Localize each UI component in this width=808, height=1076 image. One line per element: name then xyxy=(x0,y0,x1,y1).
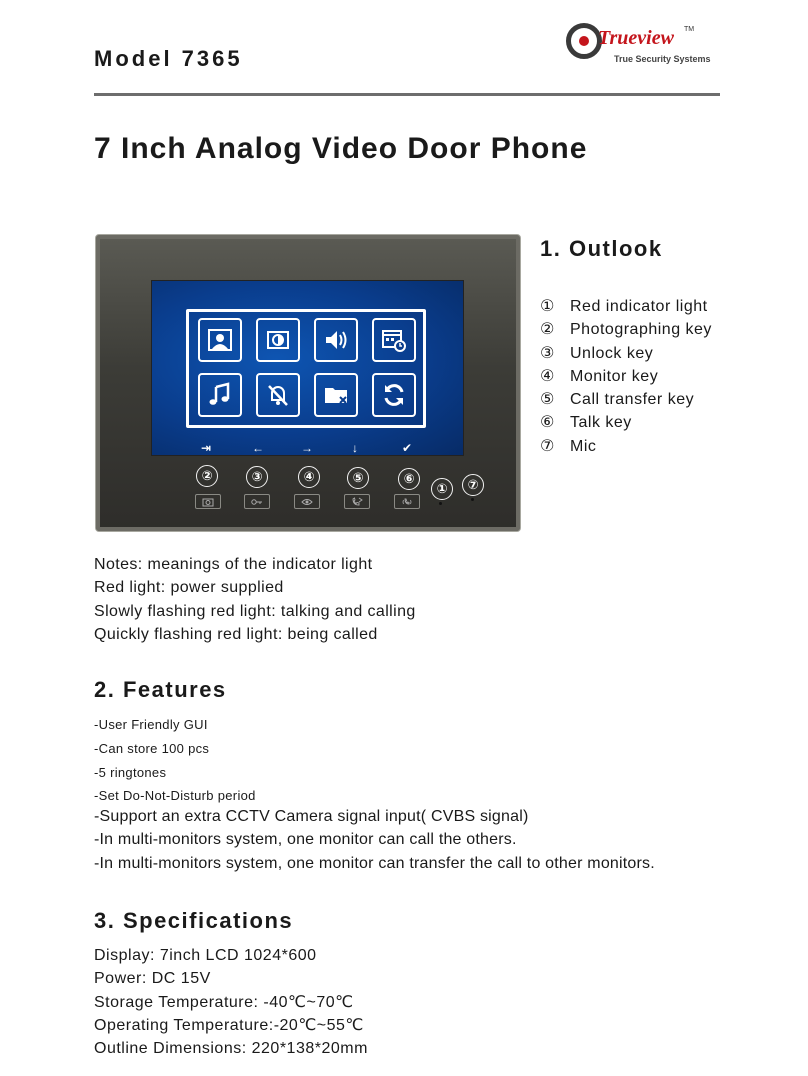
talk-icon xyxy=(401,497,413,507)
unlock-key xyxy=(244,494,270,509)
menu-grid xyxy=(186,309,426,428)
brightness-icon xyxy=(256,318,300,362)
call-transfer-key xyxy=(344,494,370,509)
notes-line: Quickly flashing red light: being called xyxy=(94,625,378,643)
model-number: Model 7365 xyxy=(94,46,243,71)
outlook-list xyxy=(540,295,712,458)
outlook-item: ⑥ Talk key xyxy=(540,414,632,432)
outlook-item: ④ Monitor key xyxy=(540,367,659,385)
indicator-notes xyxy=(94,553,416,646)
mic-hole xyxy=(471,498,474,501)
spec-item: Outline Dimensions: 220*138*20mm xyxy=(94,1040,368,1058)
features-list-large xyxy=(94,805,655,875)
feature-item: -In multi-monitors system, one monitor can transfer the call to other monitors. xyxy=(94,854,655,872)
spec-item: Operating Temperature:-20℃~55℃ xyxy=(94,1016,364,1034)
specifications-heading: 3. Specifications xyxy=(94,908,294,933)
music-icon xyxy=(198,373,242,417)
enter-icon: ⇥ xyxy=(201,441,212,455)
feature-item: -Set Do-Not-Disturb period xyxy=(94,788,256,804)
features-heading: 2. Features xyxy=(94,677,227,702)
outlook-item: ⑦ Mic xyxy=(540,437,597,455)
arrow-left-icon: ← xyxy=(252,441,264,455)
calendar-clock-icon xyxy=(372,318,416,362)
arrow-right-icon: → xyxy=(301,441,313,455)
specifications-list xyxy=(94,944,368,1060)
talk-key xyxy=(394,494,420,509)
spec-item: Power: DC 15V xyxy=(94,970,211,988)
key-icon xyxy=(251,497,263,507)
monitor-key xyxy=(294,494,320,509)
folder-delete-icon xyxy=(314,373,358,417)
key-number-3: ③ xyxy=(246,466,268,488)
logo-tagline: True Security Systems xyxy=(614,54,711,64)
feature-item: -5 ringtones xyxy=(94,764,167,780)
trueview-logo xyxy=(566,17,716,73)
phone-transfer-icon xyxy=(351,497,363,507)
outlook-item: ⑤ Call transfer key xyxy=(540,391,695,409)
feature-item: -In multi-monitors system, one monitor can call the others. xyxy=(94,831,517,849)
key-number-6: ⑥ xyxy=(398,468,420,490)
key-number-2: ② xyxy=(196,465,218,487)
feature-item: -User Friendly GUI xyxy=(94,717,208,732)
notes-line: Red light: power supplied xyxy=(94,579,284,597)
notes-line: Slowly flashing red light: talking and calling xyxy=(94,602,416,620)
logo-name: Trueview xyxy=(598,27,674,49)
key-number-4: ④ xyxy=(298,466,320,488)
camera-icon xyxy=(202,497,214,507)
red-indicator-light xyxy=(439,502,442,505)
key-number-7: ⑦ xyxy=(462,474,484,496)
outlook-item: ③ Unlock key xyxy=(540,344,654,362)
spec-item: Display: 7inch LCD 1024*600 xyxy=(94,947,317,964)
outlook-heading: 1. Outlook xyxy=(540,236,663,261)
refresh-icon xyxy=(372,373,416,417)
features-list-small xyxy=(94,713,256,808)
outlook-item: ① Red indicator light xyxy=(540,298,708,315)
check-icon: ✔ xyxy=(402,441,413,455)
key-number-1: ① xyxy=(431,478,453,500)
mute-bell-icon xyxy=(256,373,300,417)
page-title: 7 Inch Analog Video Door Phone xyxy=(94,132,588,165)
key-number-5: ⑤ xyxy=(347,467,369,489)
spec-item: Storage Temperature: -40℃~70℃ xyxy=(94,993,354,1011)
contact-icon xyxy=(198,318,242,362)
outlook-item: ② Photographing key xyxy=(540,321,712,339)
logo-trademark: TM xyxy=(684,26,695,33)
feature-item: -Support an extra CCTV Camera signal input( CVBS signal) xyxy=(94,808,529,825)
arrow-down-icon: ↓ xyxy=(352,441,358,455)
header-divider xyxy=(94,93,720,96)
feature-item: -Can store 100 pcs xyxy=(94,740,210,756)
eye-icon xyxy=(301,497,313,507)
logo-eye-icon xyxy=(566,23,602,59)
volume-icon xyxy=(314,318,358,362)
photograph-key xyxy=(195,494,221,509)
notes-line: Notes: meanings of the indicator light xyxy=(94,556,373,573)
